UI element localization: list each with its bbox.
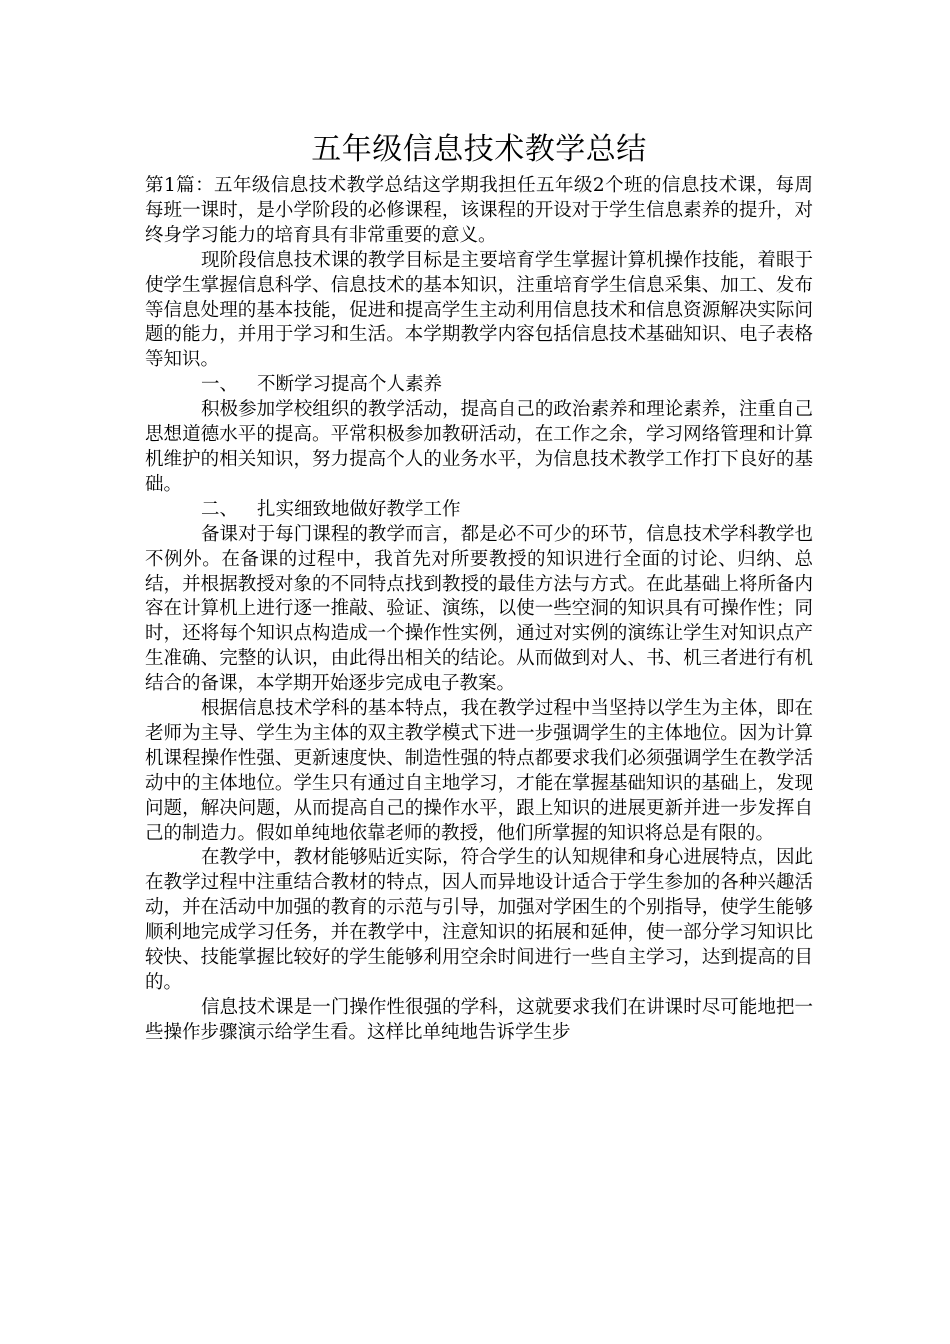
goal-paragraph: 现阶段信息技术课的教学目标是主要培育学生掌握计算机操作技能，着眼于使学生掌握信息科学、信息技术的基本知识，注重培育学生信息采集、加工、发布等信息处理的基本技能，促进和提高学生主动利用信息技术和信息资源解决实际问题的能力，并用于学习和生活。本学期教学内容包括信息技术基础知识、电子表格等知识。 [145, 249, 813, 371]
section-2-paragraph-teaching-materials: 在教学中，教材能够贴近实际，符合学生的认知规律和身心进展特点，因此在教学过程中注重结合教材的特点，因人而异地设计适合于学生参加的各种兴趣活动，并在活动中加强的教育的示范与引导，加强对学困生的个别指导，使学生能够顺利地完成学习任务，并在教学中，注意知识的拓展和延伸，使一部分学习知识比较快、技能掌握比较好的学生能够利用空余时间进行一些自主学习，达到提高的目的。 [145, 847, 813, 993]
section-number-2: 二、 [201, 498, 239, 520]
section-title-1: 不断学习提高个人素养 [257, 374, 443, 396]
intro-paragraph: 第1篇：五年级信息技术教学总结这学期我担任五年级2个班的信息技术课，每周每班一课时，是小学阶段的必修课程，该课程的开设对于学生信息素养的提升，对终身学习能力的培育具有非常重要的意义。 [145, 175, 813, 246]
section-heading-2 [145, 498, 813, 523]
section-2-paragraph-student-centered: 根据信息技术学科的基本特点，我在教学过程中当坚持以学生为主体，即在老师为主导、学生为主体的双主教学模式下进一步强调学生的主体地位。因为计算机课程操作性强、更新速度快、制造性强的特点都要求我们必须强调学生在教学活动中的主体地位。学生只有通过自主地学习，才能在掌握基础知识的基础上，发现问题，解决问题，从而提高自己的操作水平，跟上知识的进展更新并进一步发挥自己的制造力。假如单纯地依靠老师的教授，他们所掌握的知识将总是有限的。 [145, 698, 813, 844]
section-heading-1 [145, 373, 813, 398]
section-2-paragraph-demonstration: 信息技术课是一门操作性很强的学科，这就要求我们在讲课时尽可能地把一些操作步骤演示给学生看。这样比单纯地告诉学生步 [145, 996, 813, 1043]
section-title-2: 扎实细致地做好教学工作 [257, 498, 461, 520]
document-body [145, 126, 813, 1046]
document-title: 五年级信息技术教学总结 [311, 132, 647, 167]
section-number-1: 一、 [201, 374, 239, 396]
section-2-paragraph-lesson-prep: 备课对于每门课程的教学而言，都是必不可少的环节，信息技术学科教学也不例外。在备课的过程中，我首先对所要教授的知识进行全面的讨论、归纳、总结，并根据教授对象的不同特点找到教授的最佳方法与方式。在此基础上将所备内容在计算机上进行逐一推敲、验证、演练，以使一些空洞的知识具有可操作性；同时，还将每个知识点构造成一个操作性实例，通过对实例的演练让学生对知识点产生准确、完整的认识，由此得出相关的结论。从而做到对人、书、机三者进行有机结合的备课，本学期开始逐步完成电子教案。 [145, 523, 813, 695]
section-1-paragraph: 积极参加学校组织的教学活动，提高自己的政治素养和理论素养，注重自己思想道德水平的提高。平常积极参加教研活动，在工作之余，学习网络管理和计算机维护的相关知识，努力提高个人的业务水平，为信息技术教学工作打下良好的基础。 [145, 399, 813, 495]
